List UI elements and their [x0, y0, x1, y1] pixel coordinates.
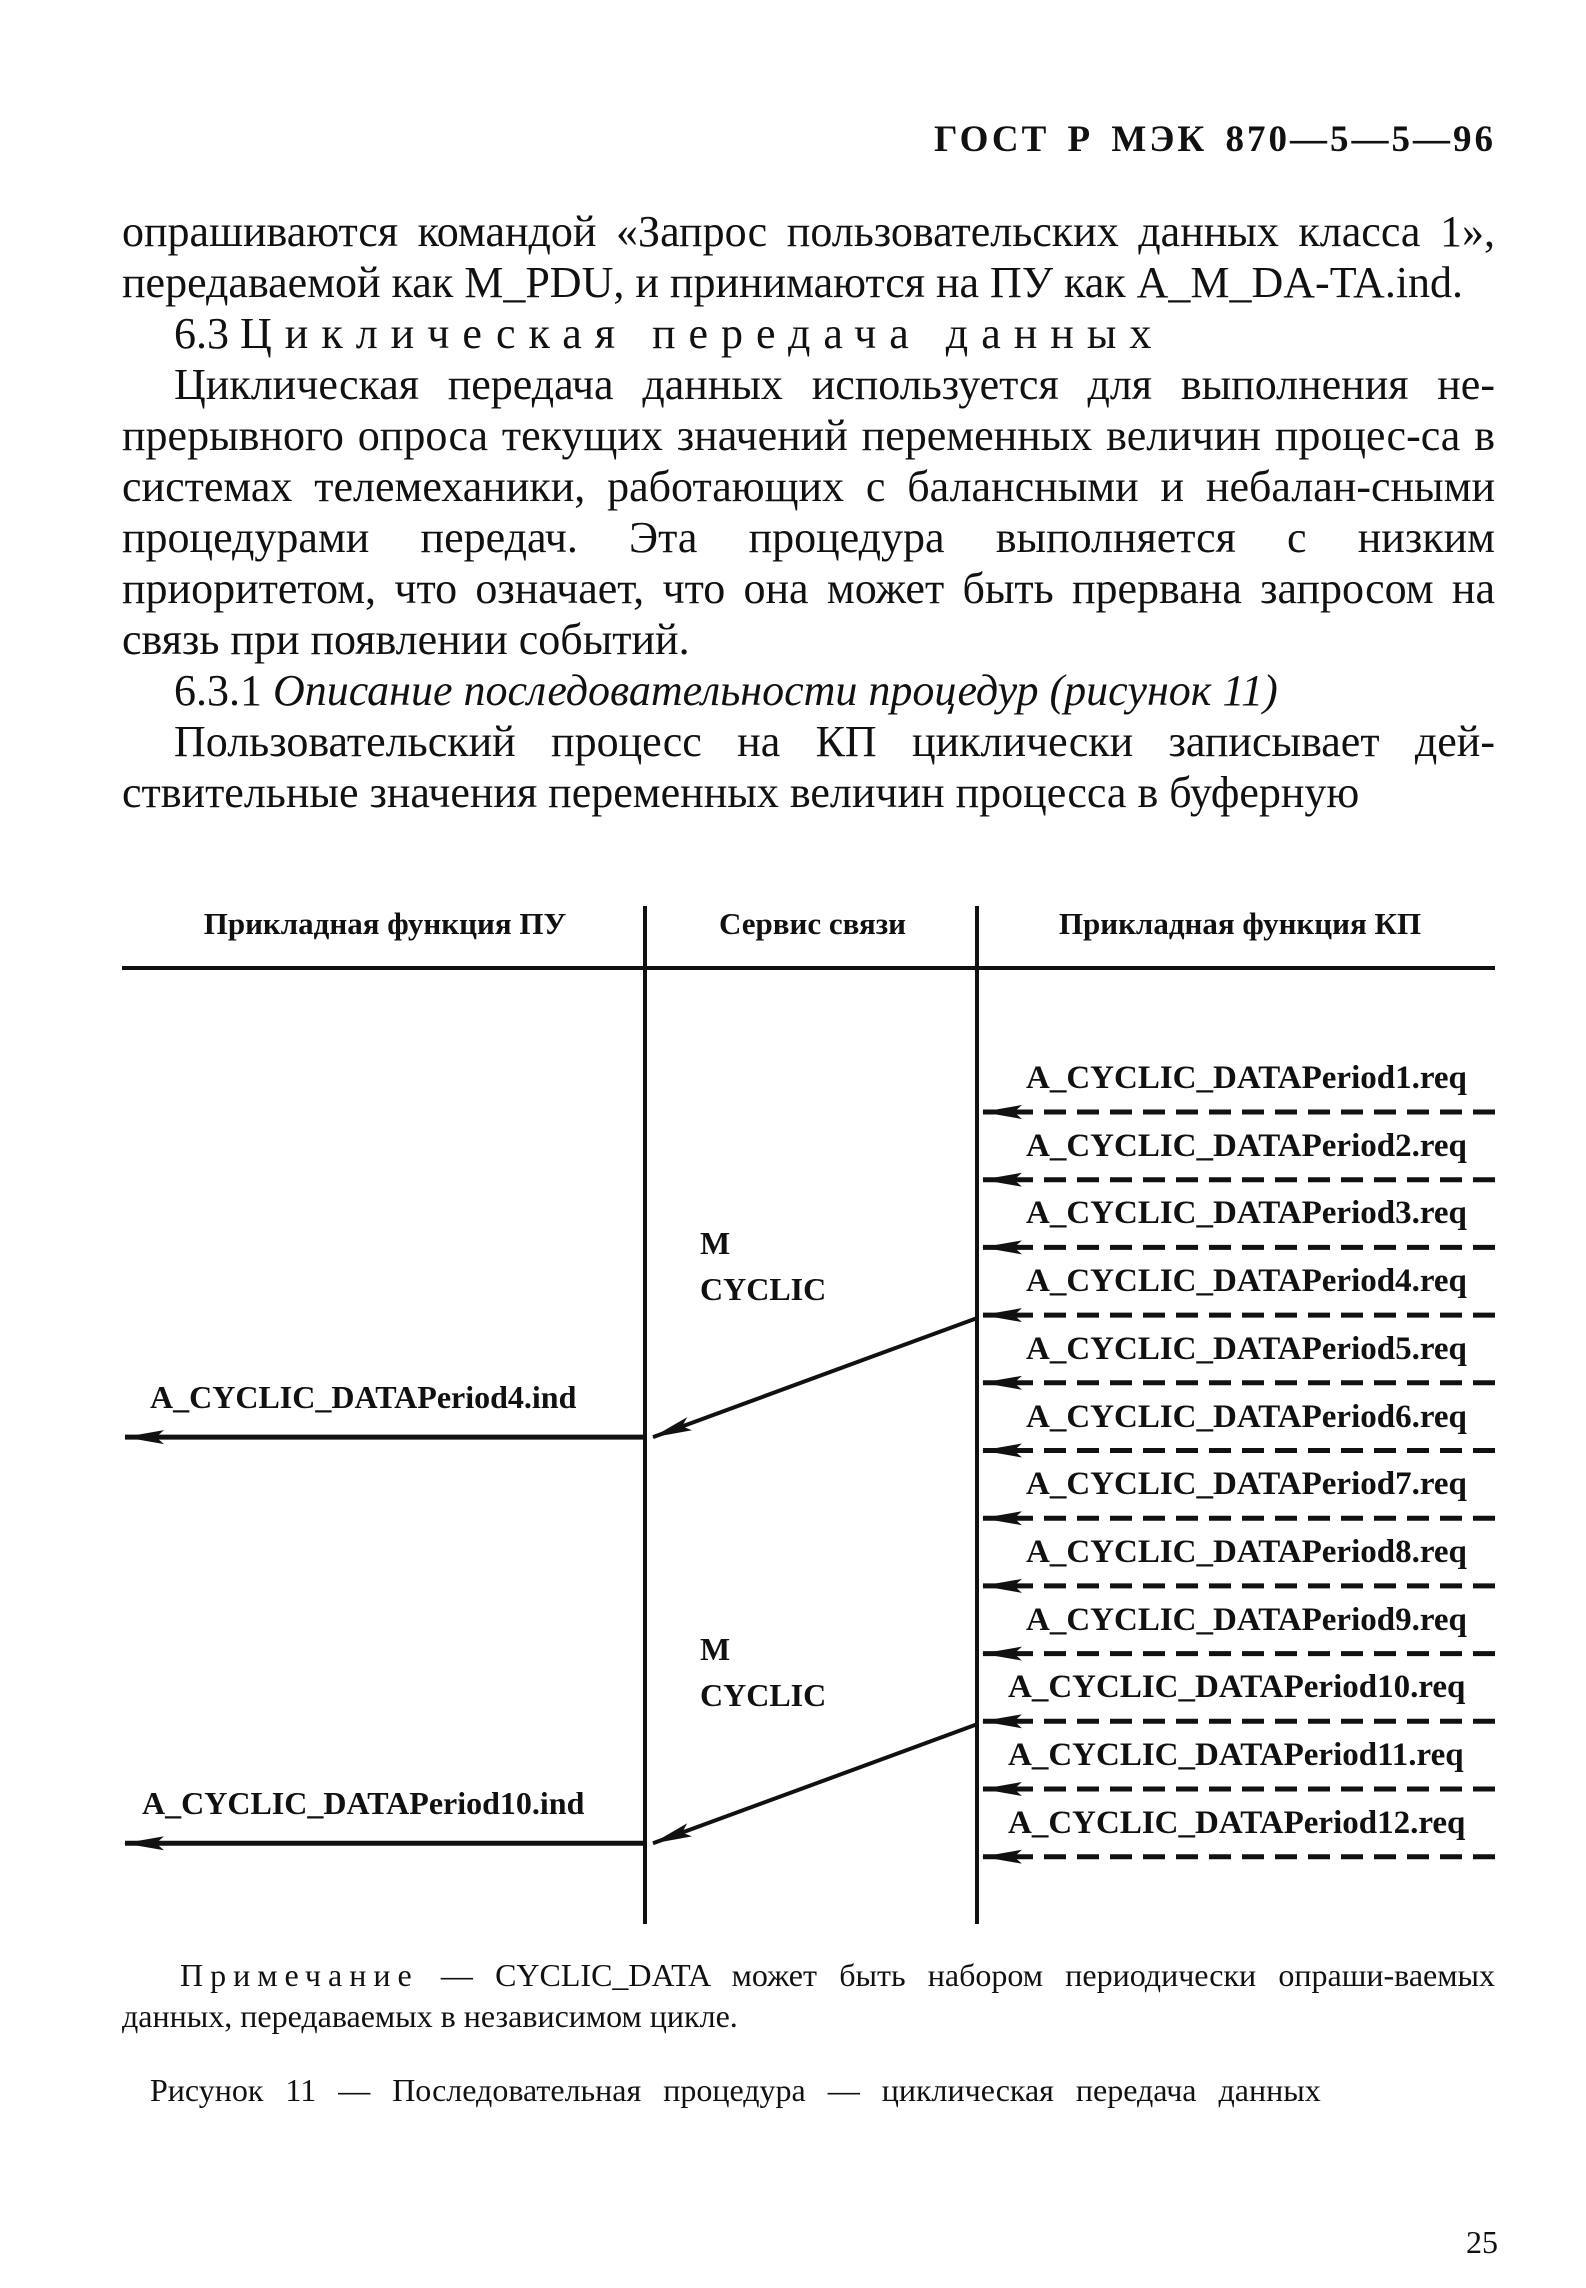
request-label: A_CYCLIC_DATAPeriod2.req [1026, 1127, 1467, 1164]
service-label [700, 1626, 826, 1718]
section-title: Циклическая передача данных [240, 309, 1165, 358]
request-label: A_CYCLIC_DATAPeriod9.req [1026, 1601, 1467, 1638]
service-label-line-2: CYCLIC [700, 1677, 827, 1714]
figure-note [122, 1955, 1495, 2037]
paragraph-1: опрашиваются командой «Запрос пользовательских данных класса 1», передаваемой как M_PDU, и принимаются на ПУ как A_M_DA-TA.ind. [122, 207, 1495, 307]
subsection-number: 6.3.1 [174, 666, 262, 715]
indication-label: A_CYCLIC_DATAPeriod10.ind [142, 1785, 585, 1822]
column-header-pu: Прикладная функция ПУ [203, 906, 567, 941]
request-label: A_CYCLIC_DATAPeriod11.req [1008, 1737, 1464, 1773]
column-header-service: Сервис связи [718, 906, 907, 941]
service-label-line-1: M [700, 1225, 731, 1262]
request-label: A_CYCLIC_DATAPeriod12.req [1008, 1804, 1466, 1841]
document-header: ГОСТ Р МЭК 870—5—5—96 [934, 119, 1496, 160]
figure-caption: Рисунок 11 — Последовательная процедура — циклическая передача данных [150, 2072, 1321, 2108]
subsection-title: Описание последовательности процедур (рисунок 11) [273, 666, 1278, 715]
note-prefix: Примечание [180, 1957, 419, 1993]
service-label-line-1: M [700, 1631, 731, 1668]
request-label: A_CYCLIC_DATAPeriod7.req [1026, 1466, 1467, 1503]
service-arrow [653, 1724, 977, 1843]
section-number: 6.3 [174, 309, 229, 358]
paragraph-3: Пользовательский процесс на КП циклически записывает дей-ствительные значения переменных величин процесса в буферную [122, 717, 1495, 817]
request-label: A_CYCLIC_DATAPeriod6.req [1026, 1398, 1467, 1435]
page-number: 25 [1466, 2224, 1498, 2260]
request-label: A_CYCLIC_DATAPeriod5.req [1026, 1330, 1467, 1367]
request-label: A_CYCLIC_DATAPeriod10.req [1008, 1669, 1466, 1706]
request-label: A_CYCLIC_DATAPeriod3.req [1026, 1195, 1467, 1232]
request-label: A_CYCLIC_DATAPeriod1.req [1026, 1060, 1467, 1096]
service-label-line-2: CYCLIC [700, 1271, 827, 1308]
service-label [700, 1220, 826, 1312]
request-label: A_CYCLIC_DATAPeriod4.req [1026, 1263, 1467, 1300]
indication-label: A_CYCLIC_DATAPeriod4.ind [150, 1379, 577, 1416]
paragraph-2: Циклическая передача данных используется для выполнения не-прерывного опроса текущих значений переменных величин процес-са в системах телемеханики, работающих с балансными и небалан-сными процедурами передач. Эта процедура выполняется с низким приоритетом, что означает, что она может быть прервана запросом на связь при появлении событий. [122, 360, 1495, 664]
note-text: — CYCLIC_DATA может быть набором периодически опраши-ваемых данных, передаваемых в независимом цикле. [122, 1957, 1495, 2034]
column-header-kp: Прикладная функция КП [1058, 906, 1422, 941]
request-label: A_CYCLIC_DATAPeriod8.req [1026, 1533, 1467, 1570]
service-arrow [653, 1318, 977, 1437]
